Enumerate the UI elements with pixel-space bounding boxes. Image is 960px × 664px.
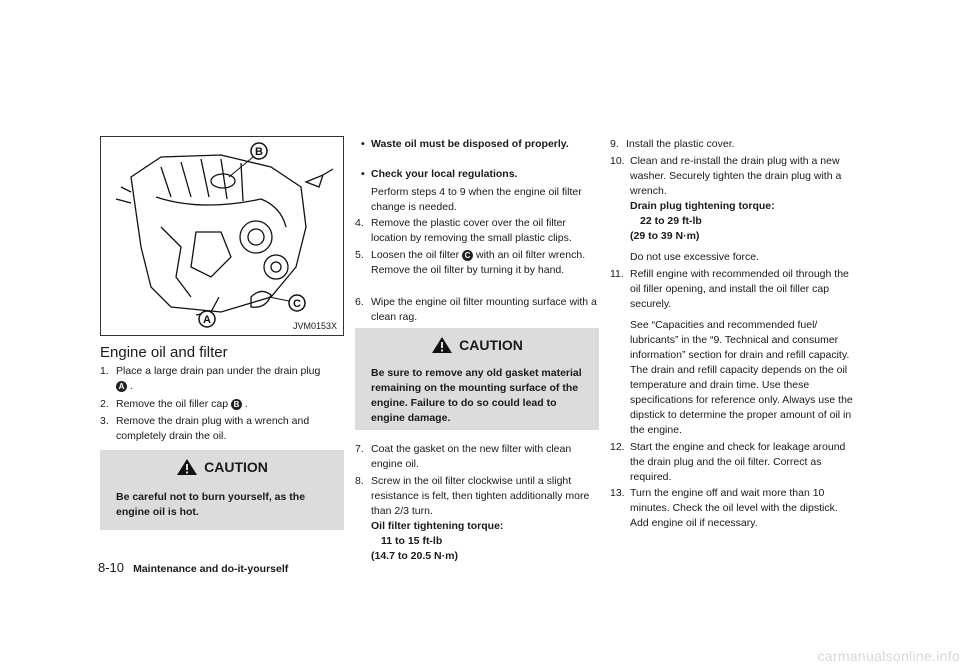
- step-9: 9. Install the plastic cover.: [610, 138, 735, 150]
- step-7: 7. Coat the gasket on the new filter with clean engine oil.: [355, 443, 572, 470]
- ref-a-icon: A: [116, 381, 127, 392]
- callout-b: [229, 143, 267, 177]
- perform-note: Perform steps 4 to 9 when the engine oil filter change is needed.: [371, 186, 582, 213]
- page-number: 8-10: [98, 560, 125, 575]
- caution-heading: CAUTION: [116, 458, 328, 476]
- page-footer: [98, 560, 288, 575]
- step-2: 2. Remove the oil filler cap B .: [100, 398, 248, 410]
- step-5: 5. Loosen the oil filter C with an oil filter wrench. Remove the oil filter by turning it by hand.: [355, 249, 586, 276]
- section-name: Maintenance and do-it-yourself: [133, 563, 289, 575]
- svg-text:B: B: [255, 146, 263, 158]
- section-title: Engine oil and filter: [100, 344, 228, 361]
- bullet-1: • Waste oil must be disposed of properly.: [361, 138, 569, 150]
- step-8: 8. Screw in the oil filter clockwise until a slight resistance is felt, then tighten additionally more than 2/3 turn. Oil filter tightening torque: 11 to 15 ft-lb (14.7 to 20.5 N·m): [355, 475, 590, 562]
- step-10: 10. Clean and re-install the drain plug with a new washer. Securely tighten the drain plug with a wrench. Drain plug tightening torque: 22 to 29 ft-lb (29 to 39 N·m) Do not use excessive force.: [610, 155, 842, 263]
- caution-text: Be sure to remove any old gasket material remaining on the mounting surface of the engine. Failure to do so could lead to engine damage.: [371, 367, 582, 424]
- caution-box-2: [355, 328, 599, 430]
- step-6: 6. Wipe the engine oil filter mounting surface with a clean rag.: [355, 296, 597, 323]
- ref-c-icon: C: [462, 250, 473, 261]
- engine-drawing: [101, 137, 343, 335]
- caution-text: Be careful not to burn yourself, as the engine oil is hot.: [116, 491, 306, 518]
- callout-c: [269, 295, 305, 311]
- warning-icon: [176, 458, 198, 476]
- engine-illustration: [100, 136, 344, 336]
- step-11: 11. Refill engine with recommended oil through the oil filler opening, and install the oil filler cap securely. See “Capacities and recommended fuel/ lubricants” in the “9. Technical and consumer information” section for drain and refill capacity. The drain and refill capacity depends on the oil temperature and drain time. Use these specifications for reference only. Always use the dipstick to determine the proper amount of oil in the engine.: [610, 268, 853, 436]
- step-12: 12. Start the engine and check for leakage around the drain plug and the oil filter. Correct as required.: [610, 441, 846, 483]
- watermark[interactable]: carmanualsonline.info: [817, 648, 960, 664]
- caution-heading: CAUTION: [371, 336, 583, 354]
- ref-b-icon: B: [231, 399, 242, 410]
- step-4: 4. Remove the plastic cover over the oil filter location by removing the small plastic clips.: [355, 217, 572, 244]
- step-3: 3. Remove the drain plug with a wrench and completely drain the oil.: [100, 415, 310, 442]
- figure-caption: JVM0153X: [292, 321, 337, 331]
- callout-a: [199, 311, 215, 327]
- warning-icon: [431, 336, 453, 354]
- bullet-2: • Check your local regulations.: [361, 168, 518, 180]
- step-1: 1. Place a large drain pan under the drain plug A .: [100, 365, 321, 392]
- caution-box-1: [100, 450, 344, 530]
- svg-text:A: A: [203, 314, 211, 326]
- svg-text:C: C: [293, 298, 301, 310]
- step-13: 13. Turn the engine off and wait more than 10 minutes. Check the oil level with the dipstick. Add engine oil if necessary.: [610, 487, 838, 529]
